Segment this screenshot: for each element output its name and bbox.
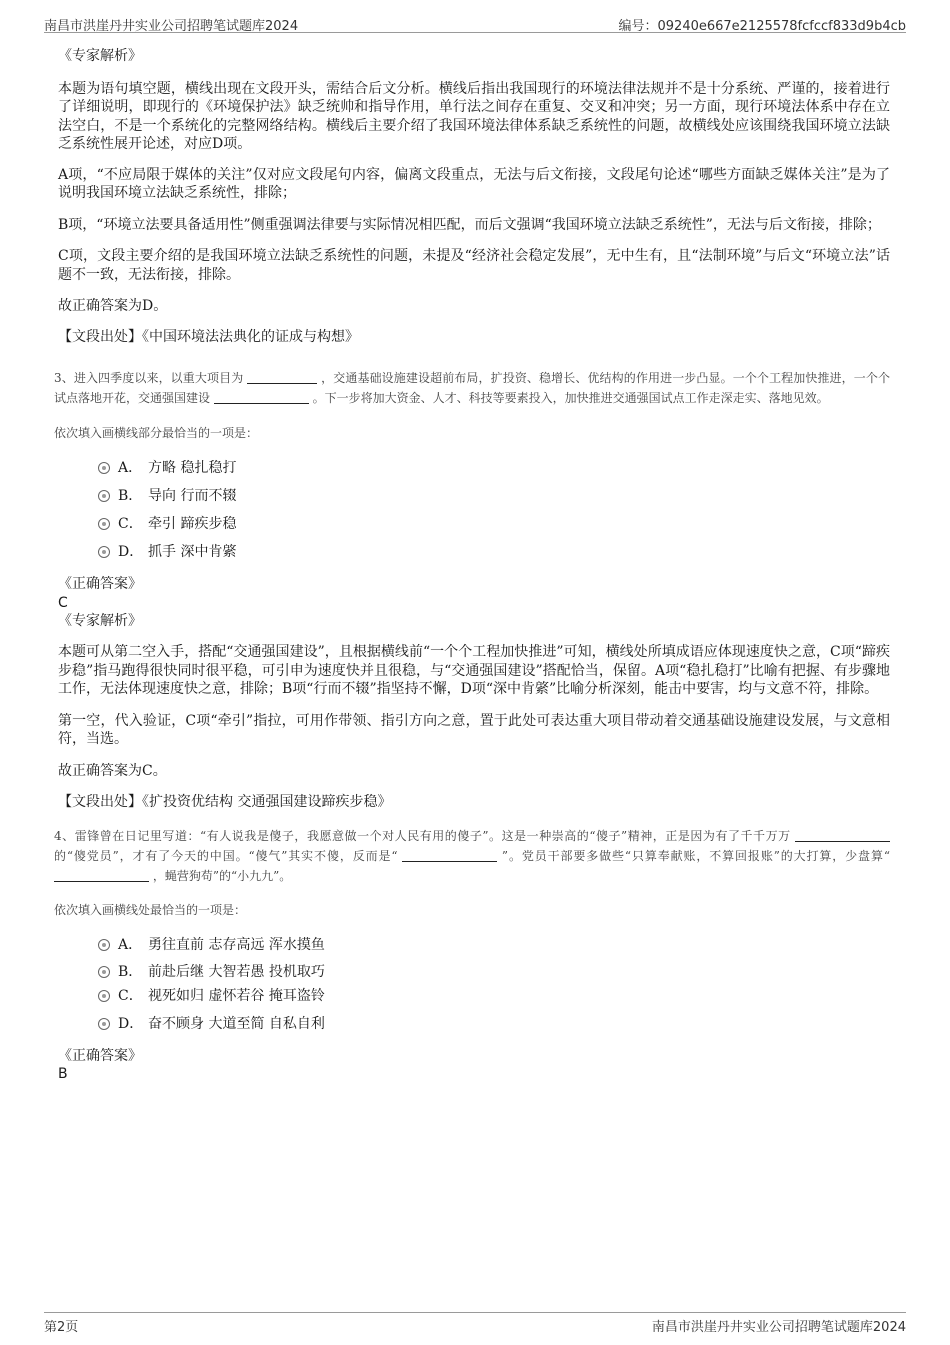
radio-icon[interactable] [98, 518, 110, 530]
q3-answer-conclusion: 故正确答案为C。 [58, 762, 167, 779]
q2-analysis-label: 《专家解析》 [58, 48, 142, 64]
q2-analysis-paragraph: A项，“不应局限于媒体的关注”仅对应文段尾句内容，偏离文段重点，无法与后文衔接，文段尾句论述“哪些方面缺乏媒体关注”是为了说明我国环境立法缺乏系统性，排除； [58, 166, 890, 201]
q2-analysis-paragraph: C项，文段主要介绍的是我国环境立法缺乏系统性的问题，未提及“经济社会稳定发展”，无中生有，且“法制环境”与后文“环境立法”话题不一致，无法衔接，排除。 [58, 248, 890, 283]
fill-blank [214, 389, 309, 404]
q3-analysis-paragraph: 第一空，代入验证，C项“牵引”指拉，可用作带领、指引方向之意，置于此处可表达重大项目带动着交通基础设施建设发展，与文意相符，当选。 [58, 712, 890, 747]
option-item[interactable]: B． 导向 行而不辍 [58, 483, 890, 509]
q3-answer-label: 《正确答案》 [58, 576, 142, 592]
q3-prompt: 依次填入画横线部分最恰当的一项是： [54, 426, 259, 440]
option-item[interactable]: D． 奋不顾身 大道至简 自私自利 [58, 1011, 890, 1037]
fill-blank [795, 827, 890, 842]
radio-icon[interactable] [98, 990, 110, 1002]
option-item[interactable]: A． 方略 稳扎稳打 [58, 455, 890, 481]
q4-answer-label: 《正确答案》 [58, 1047, 142, 1064]
radio-icon[interactable] [98, 1018, 110, 1030]
radio-icon[interactable] [98, 490, 110, 502]
option-item[interactable]: C． 视死如归 虚怀若谷 掩耳盗铃 [58, 983, 890, 1009]
option-item[interactable]: A． 勇往直前 志存高远 浑水摸鱼 [58, 932, 890, 958]
q2-answer-conclusion: 故正确答案为D。 [58, 298, 168, 314]
q3-stem: 3、进入四季度以来，以重大项目为 ，交通基础设施建设超前布局，扩投资、稳增长、优结构的作用进一步凸显。一个个工程加快推进，一个个试点落地开花，交通强国建设 。下一步将加大资金、人才、科技等要素投入，加快推进交通强国试点工作走深走实、落地见效。 [54, 371, 890, 405]
q3-analysis-label: 《专家解析》 [58, 612, 142, 629]
q2-analysis-paragraph: 本题为语句填空题，横线出现在文段开头，需结合后文分析。横线后指出我国现行的环境法律法规并不是十分系统、严谨的，接着进行了详细说明，即现行的《环境保护法》缺乏统帅和指导作用，单行法之间存在重复、交叉和冲突；另一方面，现行环境法体系中存在立法空白，不是一个系统化的完整网络结构。横线后主要介绍了我国环境法律体系缺乏系统性的问题，故横线处应该围绕我国环境立法缺乏系统性展开论述，对应D项。 [58, 80, 890, 152]
q3-answer: C [58, 594, 68, 611]
fill-blank [54, 867, 149, 882]
option-item[interactable]: B． 前赴后继 大智若愚 投机取巧 [58, 959, 890, 985]
q4-prompt: 依次填入画横线处最恰当的一项是： [54, 902, 247, 917]
q3-source: 【文段出处】《扩投资优结构 交通强国建设蹄疾步稳》 [58, 794, 392, 810]
radio-icon[interactable] [98, 462, 110, 474]
radio-icon[interactable] [98, 966, 110, 978]
fill-blank [247, 369, 317, 384]
radio-icon[interactable] [98, 546, 110, 558]
radio-icon[interactable] [98, 939, 110, 951]
option-item[interactable]: C． 牵引 蹄疾步稳 [58, 511, 890, 537]
q4-options [58, 932, 890, 1037]
fill-blank [402, 847, 497, 862]
header-title: 南昌市洪崖丹井实业公司招聘笔试题库2024 [44, 19, 299, 34]
page-number: 第2页 [44, 1320, 79, 1335]
q2-source: 【文段出处】《中国环境法法典化的证成与构想》 [58, 328, 359, 345]
q4-answer: B [58, 1066, 68, 1082]
q4-stem: 4、雷锋曾在日记里写道：“有人说我是傻子，我愿意做一个对人民有用的傻子”。这是一种崇高的“傻子”精神，正是因为有了千千万万 的“傻党员”，才有了今天的中国。“傻气”其实不傻，反而是“ ”。党员干部要多做些“只算奉献账，不算回报账”的大打算，少盘算“ ，蝇营狗苟”的“小九九”。 [54, 828, 890, 883]
footer-title: 南昌市洪崖丹井实业公司招聘笔试题库2024 [651, 1320, 906, 1335]
q2-analysis-paragraph: B项，“环境立法要具备适用性”侧重强调法律要与实际情况相匹配，而后文强调“我国环境立法缺乏系统性”，无法与后文衔接，排除； [58, 216, 881, 233]
q3-analysis-paragraph: 本题可从第二空入手，搭配“交通强国建设”，且根据横线前“一个个工程加快推进”可知，横线处所填成语应体现速度快之意，C项“蹄疾步稳”指马跑得很快同时很平稳，可引申为速度快并且很稳，与“交通强国建设”搭配恰当，保留。A项“稳扎稳打”比喻有把握、有步骤地工作，无法体现速度快之意，排除；B项“行而不辍”指坚持不懈，D项“深中肯綮”比喻分析深刻，能击中要害，均与文意不符，排除。 [58, 644, 890, 697]
q3-options [58, 455, 890, 565]
page-footer [44, 1312, 906, 1333]
document-id: 编号：09240e667e2125578fcfccf833d9b4cb [618, 19, 906, 34]
option-item[interactable]: D． 抓手 深中肯綮 [58, 539, 890, 565]
page-content [54, 47, 890, 1083]
page-header [44, 12, 906, 33]
